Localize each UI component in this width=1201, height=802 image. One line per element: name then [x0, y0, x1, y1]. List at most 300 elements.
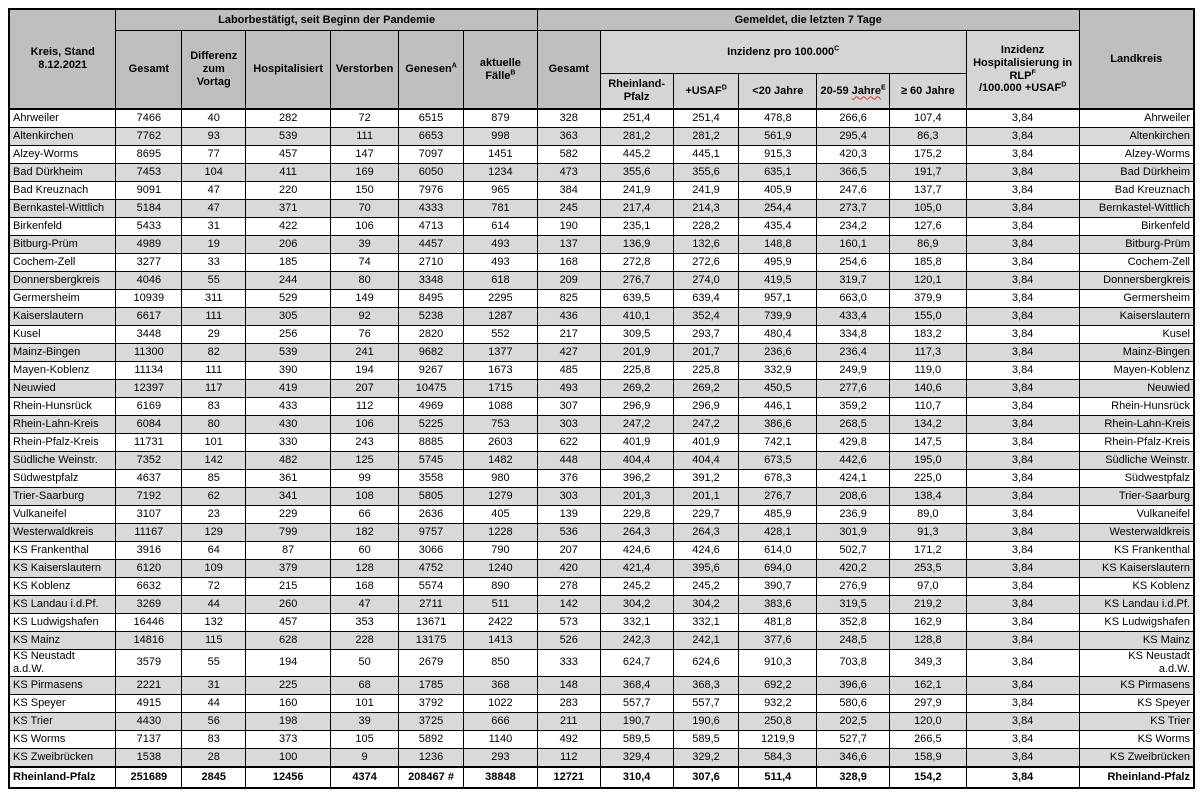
- spellcheck-squiggle: Jahre: [851, 84, 882, 97]
- cell-differenz: 2845: [182, 767, 246, 788]
- cell-genesen: 2820: [399, 326, 464, 344]
- landkreis-cell: Birkenfeld: [1079, 218, 1194, 236]
- cell-aktuelle-faelle: 850: [464, 650, 538, 677]
- cell-inz-u20: 481,8: [739, 614, 817, 632]
- cell-genesen: 9757: [399, 524, 464, 542]
- cell-verstorben: 47: [331, 596, 399, 614]
- cell-inz-60-plus: 195,0: [889, 452, 966, 470]
- cell-inz-20-59: 160,1: [817, 236, 890, 254]
- cell-inz-60-plus: 171,2: [889, 542, 966, 560]
- header-inzidenz-hosp: Inzidenz Hospitalisierung in $RLP^F$ $/100.000 +USAF^D$: [966, 31, 1079, 110]
- cell-inz-20-59: 502,7: [817, 542, 890, 560]
- cell-hospitalisiert: 371: [246, 200, 331, 218]
- cell-inz-usaf: 132,6: [673, 236, 739, 254]
- cell-inz-20-59: 328,9: [817, 767, 890, 788]
- header-inz-60-plus: ≥ 60 Jahre: [889, 74, 966, 110]
- cell-inz-u20: 495,9: [739, 254, 817, 272]
- header-differenz: Differenz zum Vortag: [182, 31, 246, 110]
- cell-differenz: 85: [182, 470, 246, 488]
- cell-aktuelle-faelle: 493: [464, 254, 538, 272]
- cell-verstorben: 39: [331, 712, 399, 730]
- cell-verstorben: 243: [331, 434, 399, 452]
- cell-inz-60-plus: 191,7: [889, 164, 966, 182]
- cell-inz-20-59: 527,7: [817, 730, 890, 748]
- landkreis-cell: Westerwaldkreis: [1079, 524, 1194, 542]
- kreis-cell: Neuwied: [9, 380, 116, 398]
- cell-inz-rlp: 245,2: [600, 578, 673, 596]
- cell-inz-20-59: 346,6: [817, 748, 890, 767]
- table-row: [9, 632, 1194, 650]
- cell-inz-60-plus: 137,7: [889, 182, 966, 200]
- cell-inz-rlp: 368,4: [600, 676, 673, 694]
- cell-gesamt: 3277: [116, 254, 182, 272]
- cell-inz-60-plus: 297,9: [889, 694, 966, 712]
- cell-hospitalisiert: 244: [246, 272, 331, 290]
- cell-inz-rlp: 310,4: [600, 767, 673, 788]
- kreis-cell: Rhein-Pfalz-Kreis: [9, 434, 116, 452]
- kreis-cell: Bad Kreuznach: [9, 182, 116, 200]
- landkreis-cell: Kaiserslautern: [1079, 308, 1194, 326]
- cell-aktuelle-faelle: 1279: [464, 488, 538, 506]
- cell-aktuelle-faelle: 552: [464, 326, 538, 344]
- cell-verstorben: 241: [331, 344, 399, 362]
- footnote-marker: D: [721, 83, 727, 91]
- cell-hospitalisiert: 225: [246, 676, 331, 694]
- cell-inz-20-59: 580,6: [817, 694, 890, 712]
- cell-gesamt-7t: 142: [537, 596, 600, 614]
- cell-gesamt-7t: 307: [537, 398, 600, 416]
- cell-inz-usaf: 424,6: [673, 542, 739, 560]
- cell-gesamt-7t: 303: [537, 488, 600, 506]
- cell-inz-60-plus: 219,2: [889, 596, 966, 614]
- landkreis-cell: Bad Kreuznach: [1079, 182, 1194, 200]
- table-row: [9, 524, 1194, 542]
- cell-inz-usaf: 229,7: [673, 506, 739, 524]
- cell-inz-hosp: 3,84: [966, 676, 1079, 694]
- cell-genesen: 4713: [399, 218, 464, 236]
- cell-verstorben: 182: [331, 524, 399, 542]
- cell-inz-u20: 1219,9: [739, 730, 817, 748]
- cell-inz-u20: 405,9: [739, 182, 817, 200]
- cell-gesamt-7t: 137: [537, 236, 600, 254]
- cell-inz-rlp: 355,6: [600, 164, 673, 182]
- landkreis-cell: KS Koblenz: [1079, 578, 1194, 596]
- cell-hospitalisiert: 799: [246, 524, 331, 542]
- landkreis-cell: Mainz-Bingen: [1079, 344, 1194, 362]
- cell-aktuelle-faelle: 1413: [464, 632, 538, 650]
- cell-inz-hosp: 3,84: [966, 182, 1079, 200]
- table-row: [9, 730, 1194, 748]
- cell-inz-rlp: 225,8: [600, 362, 673, 380]
- header-hospitalisiert: Hospitalisiert: [246, 31, 331, 110]
- cell-verstorben: 147: [331, 146, 399, 164]
- cell-gesamt-7t: 328: [537, 109, 600, 128]
- kreis-cell: KS Neustadt a.d.W.: [9, 650, 116, 677]
- cell-inz-20-59: 234,2: [817, 218, 890, 236]
- cell-inz-hosp: 3,84: [966, 254, 1079, 272]
- landkreis-cell: Mayen-Koblenz: [1079, 362, 1194, 380]
- cell-inz-60-plus: 134,2: [889, 416, 966, 434]
- cell-inz-usaf: 201,1: [673, 488, 739, 506]
- cell-inz-rlp: 639,5: [600, 290, 673, 308]
- cell-gesamt-7t: 448: [537, 452, 600, 470]
- cell-verstorben: 207: [331, 380, 399, 398]
- kreis-cell: Ahrweiler: [9, 109, 116, 128]
- cell-genesen: 5225: [399, 416, 464, 434]
- cell-aktuelle-faelle: 1240: [464, 560, 538, 578]
- cell-hospitalisiert: 411: [246, 164, 331, 182]
- cell-gesamt-7t: 825: [537, 290, 600, 308]
- cell-genesen: 2710: [399, 254, 464, 272]
- cell-gesamt-7t: 278: [537, 578, 600, 596]
- kreis-cell: Rhein-Hunsrück: [9, 398, 116, 416]
- cell-inz-usaf: 274,0: [673, 272, 739, 290]
- cell-gesamt-7t: 376: [537, 470, 600, 488]
- cell-inz-u20: 478,8: [739, 109, 817, 128]
- cell-inz-usaf: 368,3: [673, 676, 739, 694]
- cell-aktuelle-faelle: 2295: [464, 290, 538, 308]
- cell-gesamt: 3579: [116, 650, 182, 677]
- table-row: [9, 254, 1194, 272]
- table-row: [9, 182, 1194, 200]
- cell-differenz: 55: [182, 272, 246, 290]
- cell-inz-hosp: 3,84: [966, 164, 1079, 182]
- landkreis-cell: Trier-Saarburg: [1079, 488, 1194, 506]
- covid-stats-table: [8, 8, 1195, 789]
- cell-inz-usaf: 251,4: [673, 109, 739, 128]
- cell-gesamt-7t: 12721: [537, 767, 600, 788]
- landkreis-cell: Ahrweiler: [1079, 109, 1194, 128]
- cell-inz-usaf: 332,1: [673, 614, 739, 632]
- cell-inz-u20: 739,9: [739, 308, 817, 326]
- cell-inz-u20: 635,1: [739, 164, 817, 182]
- cell-inz-20-59: 420,2: [817, 560, 890, 578]
- cell-gesamt: 7762: [116, 128, 182, 146]
- cell-inz-usaf: 329,2: [673, 748, 739, 767]
- cell-hospitalisiert: 422: [246, 218, 331, 236]
- cell-inz-20-59: 663,0: [817, 290, 890, 308]
- landkreis-cell: Südliche Weinstr.: [1079, 452, 1194, 470]
- cell-gesamt-7t: 217: [537, 326, 600, 344]
- cell-hospitalisiert: 482: [246, 452, 331, 470]
- cell-inz-60-plus: 158,9: [889, 748, 966, 767]
- header-landkreis: Landkreis: [1079, 9, 1194, 109]
- cell-hospitalisiert: 185: [246, 254, 331, 272]
- cell-inz-u20: 450,5: [739, 380, 817, 398]
- cell-inz-60-plus: 253,5: [889, 560, 966, 578]
- cell-inz-usaf: 241,9: [673, 182, 739, 200]
- table-row: [9, 470, 1194, 488]
- table-row: [9, 290, 1194, 308]
- cell-verstorben: 149: [331, 290, 399, 308]
- cell-inz-hosp: 3,84: [966, 632, 1079, 650]
- header-aktuelle-faelle: aktuelle Fälle$^B$: [464, 31, 538, 110]
- cell-inz-60-plus: 175,2: [889, 146, 966, 164]
- cell-genesen: 5745: [399, 452, 464, 470]
- cell-aktuelle-faelle: 1088: [464, 398, 538, 416]
- cell-verstorben: 169: [331, 164, 399, 182]
- cell-verstorben: 101: [331, 694, 399, 712]
- cell-hospitalisiert: 457: [246, 614, 331, 632]
- cell-inz-u20: 910,3: [739, 650, 817, 677]
- landkreis-cell: Bitburg-Prüm: [1079, 236, 1194, 254]
- kreis-cell: KS Koblenz: [9, 578, 116, 596]
- cell-hospitalisiert: 256: [246, 326, 331, 344]
- cell-inz-usaf: 201,7: [673, 344, 739, 362]
- cell-inz-rlp: 296,9: [600, 398, 673, 416]
- cell-genesen: 8495: [399, 290, 464, 308]
- header-kreis-stand: Kreis, Stand 8.12.2021: [9, 9, 116, 109]
- cell-inz-hosp: 3,84: [966, 416, 1079, 434]
- cell-inz-usaf: 395,6: [673, 560, 739, 578]
- cell-hospitalisiert: 390: [246, 362, 331, 380]
- cell-inz-usaf: 304,2: [673, 596, 739, 614]
- landkreis-cell: Neuwied: [1079, 380, 1194, 398]
- cell-genesen: 2679: [399, 650, 464, 677]
- kreis-cell: Westerwaldkreis: [9, 524, 116, 542]
- cell-genesen: 7976: [399, 182, 464, 200]
- cell-inz-rlp: 624,7: [600, 650, 673, 677]
- cell-inz-usaf: 307,6: [673, 767, 739, 788]
- kreis-cell: Kaiserslautern: [9, 308, 116, 326]
- cell-aktuelle-faelle: 890: [464, 578, 538, 596]
- cell-inz-usaf: 355,6: [673, 164, 739, 182]
- cell-differenz: 109: [182, 560, 246, 578]
- cell-differenz: 44: [182, 694, 246, 712]
- landkreis-cell: Germersheim: [1079, 290, 1194, 308]
- cell-inz-usaf: 264,3: [673, 524, 739, 542]
- cell-inz-usaf: 269,2: [673, 380, 739, 398]
- cell-hospitalisiert: 457: [246, 146, 331, 164]
- cell-gesamt-7t: 303: [537, 416, 600, 434]
- cell-differenz: 28: [182, 748, 246, 767]
- cell-differenz: 47: [182, 200, 246, 218]
- cell-inz-60-plus: 162,1: [889, 676, 966, 694]
- cell-hospitalisiert: 361: [246, 470, 331, 488]
- cell-inz-usaf: 296,9: [673, 398, 739, 416]
- cell-inz-20-59: 254,6: [817, 254, 890, 272]
- cell-verstorben: 68: [331, 676, 399, 694]
- cell-gesamt-7t: 245: [537, 200, 600, 218]
- header-genesen: Genesen$^A$: [399, 31, 464, 110]
- cell-gesamt-7t: 493: [537, 380, 600, 398]
- cell-inz-rlp: 589,5: [600, 730, 673, 748]
- cell-inz-u20: 614,0: [739, 542, 817, 560]
- cell-inz-usaf: 557,7: [673, 694, 739, 712]
- cell-inz-20-59: 277,6: [817, 380, 890, 398]
- cell-inz-u20: 236,6: [739, 344, 817, 362]
- cell-inz-20-59: 366,5: [817, 164, 890, 182]
- cell-gesamt-7t: 207: [537, 542, 600, 560]
- kreis-cell: Südwestpfalz: [9, 470, 116, 488]
- landkreis-cell: Kusel: [1079, 326, 1194, 344]
- cell-verstorben: 39: [331, 236, 399, 254]
- cell-gesamt: 4637: [116, 470, 182, 488]
- cell-genesen: 4969: [399, 398, 464, 416]
- kreis-cell: Vulkaneifel: [9, 506, 116, 524]
- cell-differenz: 129: [182, 524, 246, 542]
- cell-inz-rlp: 201,3: [600, 488, 673, 506]
- table-row: [9, 434, 1194, 452]
- cell-inz-rlp: 424,6: [600, 542, 673, 560]
- cell-inz-60-plus: 183,2: [889, 326, 966, 344]
- cell-gesamt: 2221: [116, 676, 182, 694]
- cell-hospitalisiert: 539: [246, 128, 331, 146]
- cell-gesamt: 11300: [116, 344, 182, 362]
- cell-gesamt-7t: 622: [537, 434, 600, 452]
- cell-inz-60-plus: 225,0: [889, 470, 966, 488]
- cell-inz-rlp: 241,9: [600, 182, 673, 200]
- cell-inz-hosp: 3,84: [966, 694, 1079, 712]
- cell-aktuelle-faelle: 998: [464, 128, 538, 146]
- footnote-marker: A: [451, 62, 457, 70]
- cell-gesamt: 3916: [116, 542, 182, 560]
- cell-differenz: 40: [182, 109, 246, 128]
- kreis-cell: Altenkirchen: [9, 128, 116, 146]
- cell-verstorben: 106: [331, 416, 399, 434]
- cell-inz-hosp: 3,84: [966, 730, 1079, 748]
- cell-hospitalisiert: 433: [246, 398, 331, 416]
- cell-aktuelle-faelle: 614: [464, 218, 538, 236]
- cell-inz-u20: 673,5: [739, 452, 817, 470]
- cell-aktuelle-faelle: 1140: [464, 730, 538, 748]
- cell-inz-60-plus: 86,3: [889, 128, 966, 146]
- cell-gesamt: 4989: [116, 236, 182, 254]
- cell-genesen: 4333: [399, 200, 464, 218]
- cell-gesamt: 7192: [116, 488, 182, 506]
- cell-gesamt-7t: 333: [537, 650, 600, 677]
- cell-hospitalisiert: 373: [246, 730, 331, 748]
- cell-inz-hosp: 3,84: [966, 290, 1079, 308]
- cell-hospitalisiert: 379: [246, 560, 331, 578]
- landkreis-cell: KS Ludwigshafen: [1079, 614, 1194, 632]
- cell-gesamt: 12397: [116, 380, 182, 398]
- table-row: [9, 416, 1194, 434]
- cell-inz-rlp: 264,3: [600, 524, 673, 542]
- cell-inz-rlp: 251,4: [600, 109, 673, 128]
- cell-inz-usaf: 214,3: [673, 200, 739, 218]
- table-row: [9, 596, 1194, 614]
- cell-gesamt: 4430: [116, 712, 182, 730]
- cell-verstorben: 168: [331, 578, 399, 596]
- cell-aktuelle-faelle: 2422: [464, 614, 538, 632]
- cell-inz-20-59: 248,5: [817, 632, 890, 650]
- cell-inz-rlp: 247,2: [600, 416, 673, 434]
- kreis-cell: KS Zweibrücken: [9, 748, 116, 767]
- cell-gesamt-7t: 473: [537, 164, 600, 182]
- cell-aktuelle-faelle: 980: [464, 470, 538, 488]
- cell-differenz: 82: [182, 344, 246, 362]
- landkreis-cell: Vulkaneifel: [1079, 506, 1194, 524]
- cell-inz-usaf: 281,2: [673, 128, 739, 146]
- cell-hospitalisiert: 87: [246, 542, 331, 560]
- cell-gesamt-7t: 148: [537, 676, 600, 694]
- cell-inz-20-59: 266,6: [817, 109, 890, 128]
- cell-inz-hosp: 3,84: [966, 578, 1079, 596]
- cell-inz-60-plus: 86,9: [889, 236, 966, 254]
- kreis-cell: Rhein-Lahn-Kreis: [9, 416, 116, 434]
- table-row: [9, 748, 1194, 767]
- cell-inz-20-59: 442,6: [817, 452, 890, 470]
- cell-differenz: 47: [182, 182, 246, 200]
- cell-verstorben: 60: [331, 542, 399, 560]
- cell-aktuelle-faelle: 790: [464, 542, 538, 560]
- cell-gesamt: 16446: [116, 614, 182, 632]
- cell-verstorben: 106: [331, 218, 399, 236]
- kreis-cell: Trier-Saarburg: [9, 488, 116, 506]
- cell-gesamt: 6617: [116, 308, 182, 326]
- cell-gesamt: 6169: [116, 398, 182, 416]
- cell-gesamt: 9091: [116, 182, 182, 200]
- cell-inz-60-plus: 379,9: [889, 290, 966, 308]
- cell-inz-usaf: 190,6: [673, 712, 739, 730]
- table-row: [9, 109, 1194, 128]
- cell-genesen: 2636: [399, 506, 464, 524]
- cell-gesamt-7t: 168: [537, 254, 600, 272]
- footnote-marker: F: [1031, 68, 1036, 76]
- cell-differenz: 29: [182, 326, 246, 344]
- cell-gesamt-7t: 485: [537, 362, 600, 380]
- cell-inz-hosp: 3,84: [966, 362, 1079, 380]
- cell-genesen: 3558: [399, 470, 464, 488]
- kreis-cell: KS Trier: [9, 712, 116, 730]
- cell-genesen: 6653: [399, 128, 464, 146]
- cell-inz-u20: 254,4: [739, 200, 817, 218]
- cell-inz-u20: 678,3: [739, 470, 817, 488]
- cell-aktuelle-faelle: 879: [464, 109, 538, 128]
- cell-inz-rlp: 404,4: [600, 452, 673, 470]
- kreis-cell: Kusel: [9, 326, 116, 344]
- cell-inz-hosp: 3,84: [966, 218, 1079, 236]
- cell-differenz: 64: [182, 542, 246, 560]
- kreis-cell: KS Speyer: [9, 694, 116, 712]
- cell-inz-rlp: 235,1: [600, 218, 673, 236]
- cell-aktuelle-faelle: 1451: [464, 146, 538, 164]
- cell-inz-hosp: 3,84: [966, 614, 1079, 632]
- cell-inz-u20: 561,9: [739, 128, 817, 146]
- cell-hospitalisiert: 100: [246, 748, 331, 767]
- cell-inz-60-plus: 97,0: [889, 578, 966, 596]
- cell-inz-u20: 584,3: [739, 748, 817, 767]
- cell-gesamt: 7137: [116, 730, 182, 748]
- cell-inz-usaf: 624,6: [673, 650, 739, 677]
- cell-aktuelle-faelle: 1234: [464, 164, 538, 182]
- cell-gesamt-7t: 112: [537, 748, 600, 767]
- cell-differenz: 23: [182, 506, 246, 524]
- cell-gesamt: 3448: [116, 326, 182, 344]
- cell-inz-rlp: 276,7: [600, 272, 673, 290]
- cell-inz-hosp: 3,84: [966, 344, 1079, 362]
- cell-hospitalisiert: 539: [246, 344, 331, 362]
- cell-aktuelle-faelle: 493: [464, 236, 538, 254]
- cell-hospitalisiert: 260: [246, 596, 331, 614]
- table-row: [9, 308, 1194, 326]
- cell-hospitalisiert: 419: [246, 380, 331, 398]
- cell-genesen: 5805: [399, 488, 464, 506]
- cell-genesen: 1785: [399, 676, 464, 694]
- cell-inz-20-59: 319,5: [817, 596, 890, 614]
- table-body: [9, 109, 1194, 767]
- cell-genesen: 10475: [399, 380, 464, 398]
- cell-gesamt: 6084: [116, 416, 182, 434]
- table-row: [9, 344, 1194, 362]
- cell-inz-usaf: 391,2: [673, 470, 739, 488]
- cell-inz-usaf: 404,4: [673, 452, 739, 470]
- table-header: [9, 9, 1194, 109]
- cell-inz-60-plus: 107,4: [889, 109, 966, 128]
- cell-aktuelle-faelle: 618: [464, 272, 538, 290]
- cell-gesamt: 3107: [116, 506, 182, 524]
